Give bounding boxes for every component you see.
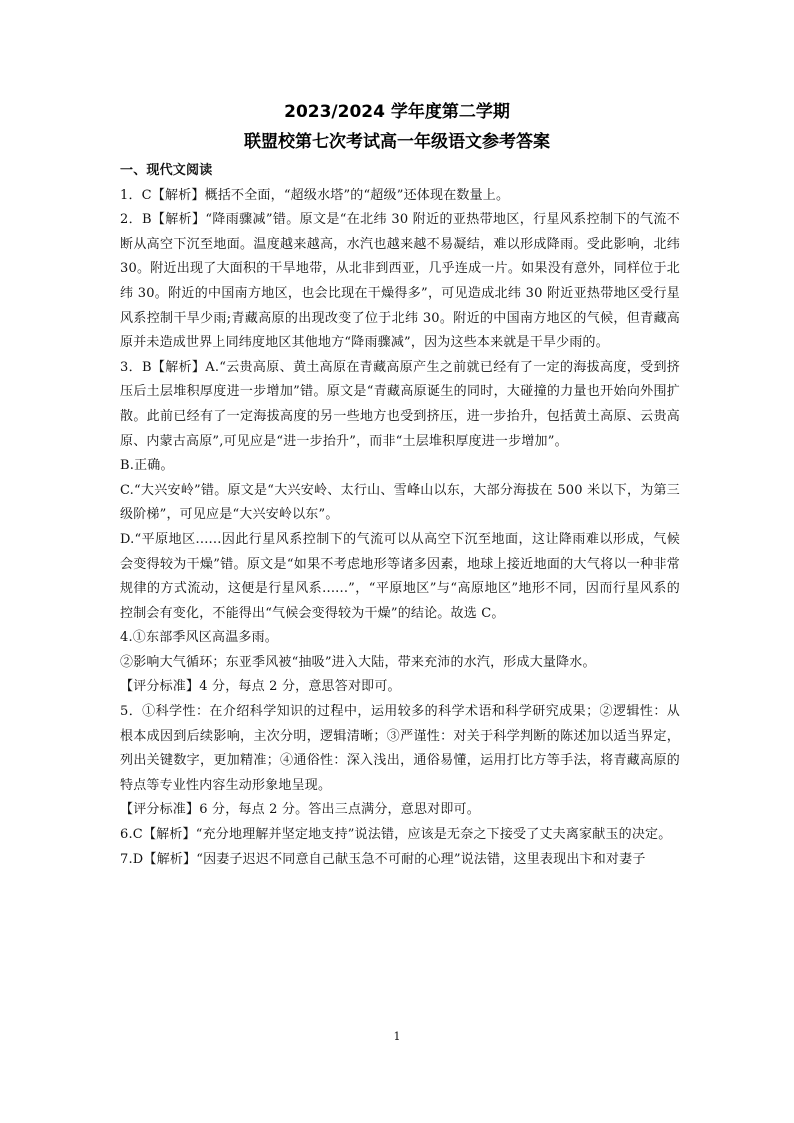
scoring-criteria: 【评分标准】4 分，每点 2 分，意思答对即可。 xyxy=(120,679,401,695)
answer-paragraph: D.“平原地区......因此行星风系控制下的气流可以从高空下沉至地面，这让降雨难以形成，气候会变得较为干燥”错。原文是“如果不考虑地形等诸多因素，地球上接近地面的大气将以一种非常规律的方式流动，这便是行星风系......”，“平原地区”与“高原地区”地形不同，因而行星风系的控制会有变化，不能得出“气候会变得较为干燥”的结论。故选 C。 xyxy=(120,531,680,621)
answer-content xyxy=(120,159,680,872)
answer-paragraph: 4.①东部季风区高温多雨。 xyxy=(120,630,279,646)
answer-paragraph: 1．C【解析】概括不全面，“超级水塔”的“超级”还体现在数量上。 xyxy=(120,187,510,203)
answer-paragraph: 5．①科学性：在介绍科学知识的过程中，运用较多的科学术语和科学研究成果；②逻辑性：从根本成因到后续影响，主次分明，逻辑清晰；③严谨性：对关于科学判断的陈述加以适当界定，列出关键数字，更加精准；④通俗性：深入浅出，通俗易懂，运用打比方等手法，将青藏高原的特点等专业性内容生动形象地呈现。 xyxy=(120,704,680,793)
answer-paragraph: C.“大兴安岭”错。原文是“大兴安岭、太行山、雪峰山以东，大部分海拔在 500 米以下，为第三级阶梯”，可见应是“大兴安岭以东”。 xyxy=(120,482,680,523)
answer-paragraph: 2．B【解析】“降雨骤减”错。原文是“在北纬 30 附近的亚热带地区，行星风系控制下的气流不断从高空下沉至地面。温度越来越高，水汽也越来越不易凝结，难以形成降雨。受此影响，北纬 30。附近出现了大面积的干旱地带，从北非到西亚，几乎连成一片。如果没有意外，同样位于北纬 30。附近的中国南方地区，也会比现在干燥得多”，可见造成北纬 30 附近亚热带地区受行星风系控制干旱少雨;青藏高原的出现改变了位于北纬 30。附近的中国南方地区的气候，但青藏高原并未造成世界上同纬度地区其他地方“降雨骤减”，因为这些本来就是干旱少雨的。 xyxy=(120,212,680,351)
answer-paragraph: ②影响大气循环；东亚季风被“抽吸”进入大陆，带来充沛的水汽，形成大量降水。 xyxy=(120,654,596,670)
answer-paragraph: 6.C【解析】“充分地理解并坚定地支持”说法错，应该是无奈之下接受了丈夫离家献玉的决定。 xyxy=(120,827,672,843)
answer-paragraph: B.正确。 xyxy=(120,458,174,474)
scoring-criteria: 【评分标准】6 分，每点 2 分。答出三点满分，意思对即可。 xyxy=(120,802,480,818)
page-number: 1 xyxy=(393,1030,401,1043)
document-title-line-2: 联盟校第七次考试高一年级语文参考答案 xyxy=(244,132,550,152)
document-title-line-1: 2023/2024 学年度第二学期 xyxy=(284,102,510,122)
answer-paragraph: 7.D【解析】“因妻子迟迟不同意自己献玉急不可耐的心理”说法错，这里表现出卞和对妻子 xyxy=(120,851,646,867)
section-heading: 一、现代文阅读 xyxy=(120,163,213,178)
answer-paragraph: 3．B【解析】A.“云贵高原、黄土高原在青藏高原产生之前就已经有了一定的海拔高度，受到挤压后土层堆积厚度进一步增加”错。原文是“青藏高原诞生的同时，大碰撞的力量也开始向外围扩散。此前已经有了一定海拔高度的另一些地方也受到挤压，进一步抬升，包括黄土高原、云贵高原、内蒙古高原”,可见应是“进一步抬升”，而非“土层堆积厚度进一步增加”。 xyxy=(120,359,680,449)
